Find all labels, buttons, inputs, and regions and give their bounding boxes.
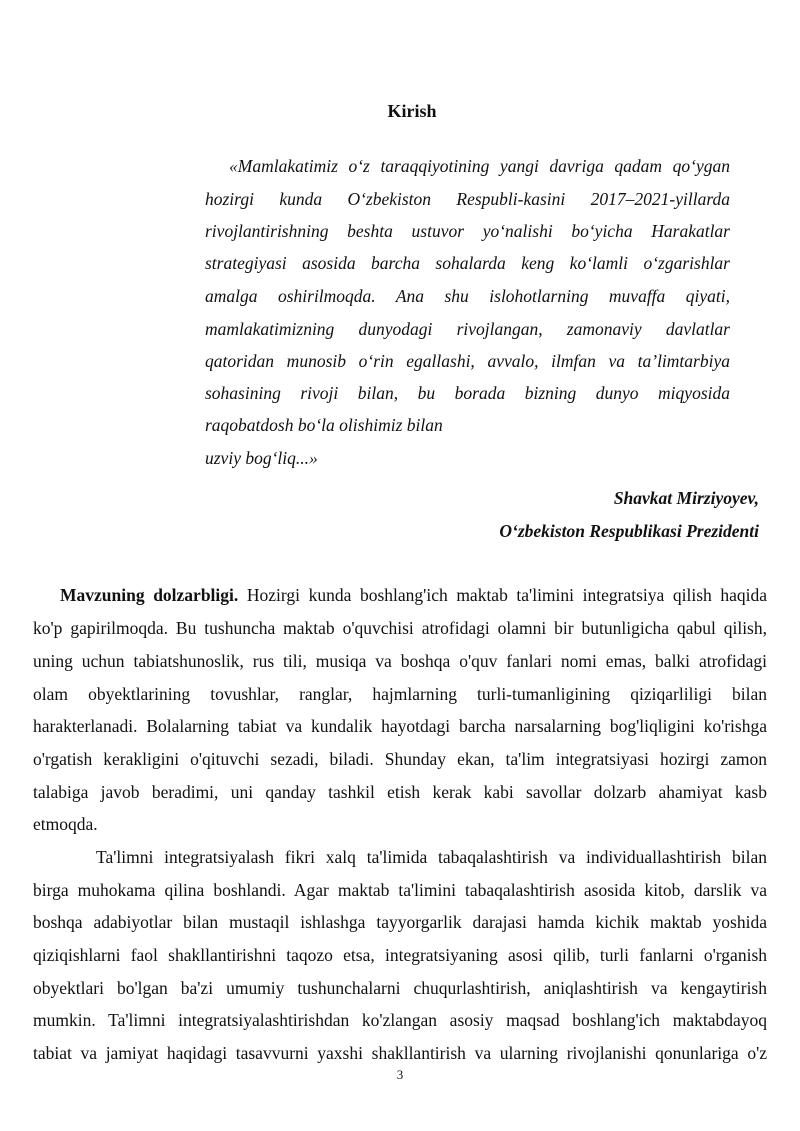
quote-line: uzviy bog‘liq...» — [205, 448, 318, 468]
body-line: uning uchun tabiatshunoslik, rus tili, musiqa va boshqa o'quv fanlari nomi emas, balki atrofidagi — [33, 651, 767, 671]
section-heading: Kirish — [387, 101, 437, 121]
quote-line: mamlakatimizning dunyodagi rivojlangan, zamonaviy davlatlar — [205, 319, 730, 339]
body-line: Mavzuning dolzarbligi. Hozirgi kunda boshlang'ich maktab ta'limini integratsiya qilish haqida — [60, 585, 768, 605]
body-line: birga muhokama qilina boshlandi. Agar maktab ta'limini tabaqalashtirish asosida kitob, darslik va — [33, 880, 767, 900]
quote-line: rivojlantirishning beshta ustuvor yo‘nalishi bo‘yicha Harakatlar — [205, 221, 730, 241]
body-line: talabiga javob beradimi, uni qanday tashkil etish kerak kabi savollar dolzarb ahamiyat kasb — [33, 782, 767, 802]
body-line: olam obyektlarining tovushlar, ranglar, hajmlarning turli-tumanligining qiziqarliligi bilan — [33, 684, 767, 704]
page-number: 3 — [396, 1067, 404, 1082]
quote-line: raqobatdosh bo‘la olishimiz bilan — [205, 415, 443, 435]
body-line: boshqa adabiyotlar bilan mustaqil ishlashga tayyorgarlik darajasi hamda kichik maktab yoshida — [33, 912, 767, 932]
section-lead: Mavzuning dolzarbligi. — [60, 585, 239, 605]
body-line: qiziqishlarni faol shakllantirishni taqozo etsa, integratsiyaning asosi qilib, turli fanlarni o'rganish — [33, 945, 767, 965]
quote-line: amalga oshirilmoqda. Ana shu islohotlarning muvaffa qiyati, — [205, 286, 730, 306]
quote-line: strategiyasi asosida barcha sohalarda keng ko‘lamli o‘zgarishlar — [205, 253, 730, 273]
body-line: o'rgatish kerakligini o'qituvchi sezadi, biladi. Shunday ekan, ta'lim integratsiyasi hozirgi zamon — [33, 749, 767, 769]
quote-line: sohasining rivoji bilan, bu borada bizning dunyo miqyosida — [205, 383, 730, 403]
quote-line: hozirgi kunda O‘zbekiston Respubli-kasini 2017–2021-yillarda — [205, 189, 730, 209]
signature-position: O‘zbekiston Respublikasi Prezidenti — [499, 521, 759, 541]
body-line: harakterlanadi. Bolalarning tabiat va kundalik hayotdagi barcha narsalarning bog'liqligini ko'rishga — [33, 716, 767, 736]
body-line: obyektlari bo'lgan ba'zi umumiy tushunchalarni chuqurlashtirish, aniqlashtirish va kengaytirish — [33, 978, 767, 998]
quote-line: qatoridan munosib o‘rin egallashi, avvalo, ilmfan va ta’limtarbiya — [205, 351, 730, 371]
signature-name: Shavkat Mirziyoyev, — [613, 488, 759, 508]
body-line: ko'p gapirilmoqda. Bu tushuncha maktab o'quvchisi atrofidagi olamni bir butunligicha qabul qilish, — [33, 618, 767, 638]
quote-line: «Mamlakatimiz o‘z taraqqiyotining yangi davriga qadam qo‘ygan — [229, 156, 730, 176]
body-line: mumkin. Ta'limni integratsiyalashtirishdan ko'zlangan asosiy maqsad boshlang'ich maktabdayoq — [33, 1010, 767, 1030]
body-line: Ta'limni integratsiyalash fikri xalq ta'limida tabaqalashtirish va individuallashtirish bilan — [96, 847, 767, 867]
body-line: etmoqda. — [33, 814, 98, 834]
body-line: tabiat va jamiyat haqidagi tasavvurni yaxshi shakllantirish va ularning rivojlanishi qonunlariga o'z — [33, 1043, 767, 1063]
